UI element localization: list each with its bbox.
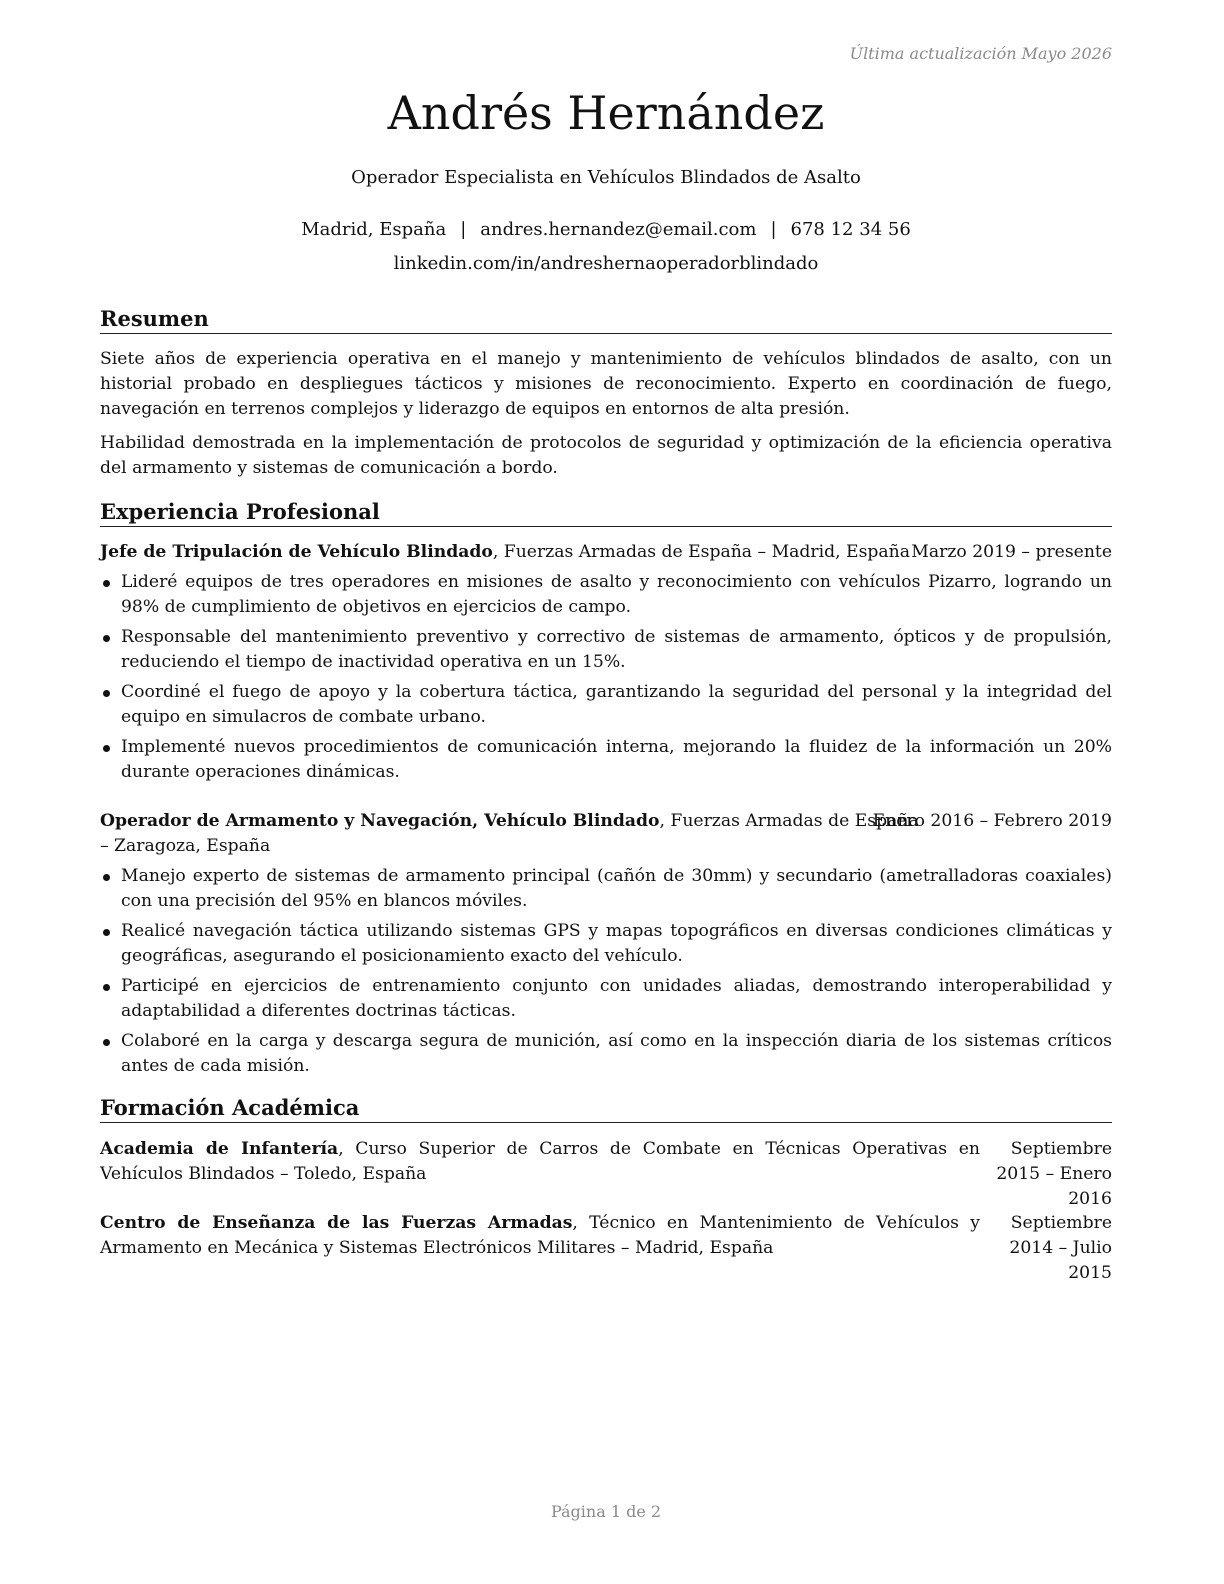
- email-link[interactable]: andres.hernandez@email.com: [480, 219, 757, 240]
- candidate-name: Andrés Hernández: [387, 86, 825, 140]
- page-number: Página 1 de 2: [550, 1502, 662, 1521]
- list-item: Colaboré en la carga y descarga segura de munición, así como en la inspección diaria de los sistemas críticos antes de cada misión.: [100, 1029, 1112, 1079]
- last-updated: Última actualización Mayo 2026: [849, 44, 1112, 63]
- job-bullets: [100, 570, 1112, 790]
- list-item: Implementé nuevos procedimientos de comunicación interna, mejorando la fluidez de la información un 20% durante operaciones dinámicas.: [100, 735, 1112, 785]
- job-header: [100, 809, 1112, 859]
- list-item: Manejo experto de sistemas de armamento principal (cañón de 30mm) y secundario (ametralladoras coaxiales) con una precisión del 95% en blancos móviles.: [100, 864, 1112, 914]
- education-date: [977, 1137, 1112, 1212]
- location: Madrid, España: [301, 219, 447, 240]
- job-location: – Zaragoza, España: [100, 836, 271, 856]
- education-item: [100, 1137, 1112, 1209]
- job-header: [100, 540, 1112, 565]
- job-role: Jefe de Tripulación de Vehículo Blindado: [100, 542, 493, 562]
- summary-paragraph: Habilidad demostrada en la implementación de protocolos de seguridad y optimización de la eficiencia operativa del armamento y sistemas de comunicación a bordo.: [100, 433, 1112, 478]
- job-date: Marzo 2019 – presente: [911, 542, 1112, 562]
- education-item: [100, 1211, 1112, 1283]
- list-item: Coordiné el fuego de apoyo y la cobertura táctica, garantizando la seguridad del personal y la integridad del equipo en simulacros de combate urbano.: [100, 680, 1112, 730]
- phone: 678 12 34 56: [790, 219, 911, 240]
- school-detail: , Curso Superior de Carros de Combate en Técnicas Operativas en Vehículos Blindados – Toledo, España: [100, 1139, 981, 1184]
- school-name: Centro de Enseñanza de las Fuerzas Armadas: [100, 1213, 573, 1233]
- job-date: Enero 2016 – Febrero 2019: [872, 811, 1112, 831]
- contact-line: [100, 219, 1112, 240]
- list-item: Participé en ejercicios de entrenamiento conjunto con unidades aliadas, demostrando interoperabilidad y adaptabilidad a diferentes doctrinas tácticas.: [100, 974, 1112, 1024]
- section-heading-experience: Experiencia Profesional: [100, 499, 1112, 527]
- school-detail: , Técnico en Mantenimiento de Vehículos y Armamento en Mecánica y Sistemas Electrónicos Militares – Madrid, España: [100, 1213, 980, 1258]
- separator: |: [770, 219, 777, 240]
- list-item: Realicé navegación táctica utilizando sistemas GPS y mapas topográficos en diversas condiciones climáticas y geográficas, asegurando el posicionamiento exacto del vehículo.: [100, 919, 1112, 969]
- separator: |: [460, 219, 467, 240]
- linkedin-link[interactable]: linkedin.com/in/andreshernaoperadorblindado: [393, 253, 819, 274]
- candidate-title: Operador Especialista en Vehículos Blindados de Asalto: [351, 167, 861, 188]
- job-bullets: [100, 864, 1112, 1084]
- education-date-end: 2015: [1068, 1263, 1112, 1283]
- education-date-end: 2016: [1068, 1189, 1112, 1209]
- school-name: Academia de Infantería: [100, 1139, 339, 1159]
- education-date-start: Septiembre 2014 – Julio: [1009, 1213, 1112, 1258]
- education-date: [977, 1211, 1112, 1286]
- list-item: Lideré equipos de tres operadores en misiones de asalto y reconocimiento con vehículos Pizarro, logrando un 98% de cumplimiento de objetivos en ejercicios de campo.: [100, 570, 1112, 620]
- job-org: , Fuerzas Armadas de España – Madrid, España: [492, 542, 910, 562]
- job-org: , Fuerzas Armadas de España: [659, 811, 919, 831]
- section-heading-summary: Resumen: [100, 306, 1112, 334]
- section-heading-education: Formación Académica: [100, 1095, 1112, 1123]
- education-date-start: Septiembre 2015 – Enero: [996, 1139, 1112, 1184]
- resume-page: [100, 0, 1112, 1584]
- job-role: Operador de Armamento y Navegación, Vehículo Blindado: [100, 811, 660, 831]
- list-item: Responsable del mantenimiento preventivo y correctivo de sistemas de armamento, ópticos y de propulsión, reduciendo el tiempo de inactividad operativa en un 15%.: [100, 625, 1112, 675]
- summary-paragraph: Siete años de experiencia operativa en el manejo y mantenimiento de vehículos blindados de asalto, con un historial probado en despliegues tácticos y misiones de reconocimiento. Experto en coordinación de fuego, navegación en terrenos complejos y liderazgo de equipos en entornos de alta presión.: [100, 349, 1112, 419]
